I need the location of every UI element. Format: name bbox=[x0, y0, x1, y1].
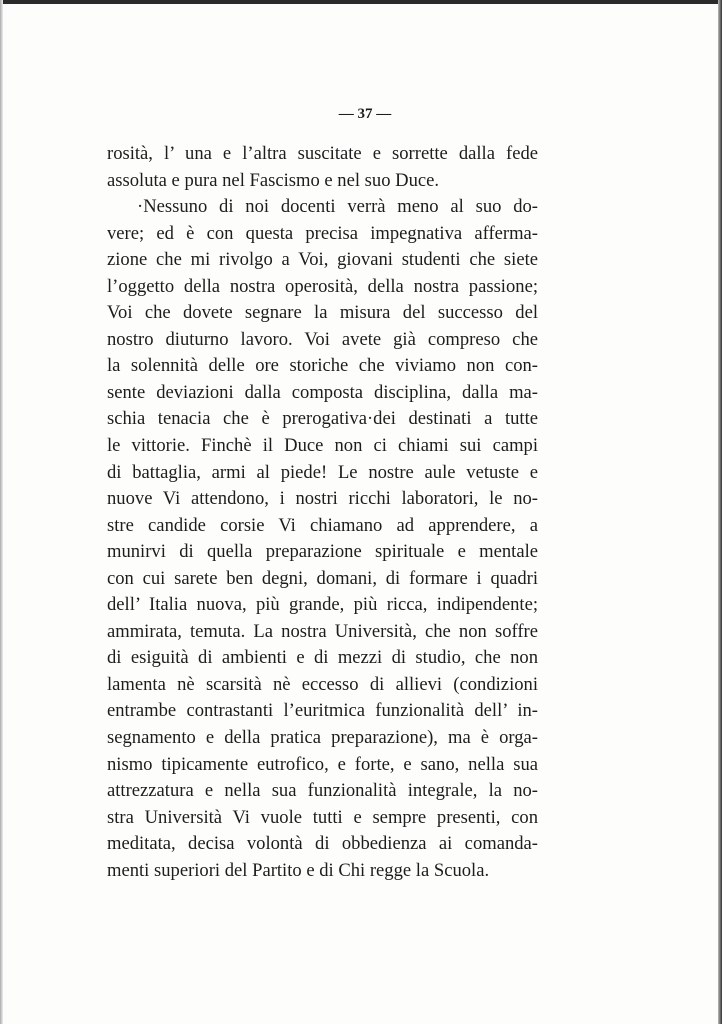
text-line: nostro diuturno lavoro. Voi avete già compreso che bbox=[107, 328, 538, 350]
text-line: la solennità delle ore storiche che viviamo non con- bbox=[107, 355, 538, 377]
text-line: dell’ Italia nuova, più grande, più ricca, indipendente; bbox=[107, 594, 538, 616]
page-number: — 37 — bbox=[338, 106, 392, 122]
text-line: sente deviazioni dalla composta disciplina, dalla ma- bbox=[107, 381, 538, 403]
text-line: ·Nessuno di noi docenti verrà meno al suo do- bbox=[137, 196, 538, 218]
scan-edge-left bbox=[0, 0, 3, 1024]
text-line: Voi che dovete segnare la misura del successo del bbox=[107, 302, 538, 324]
text-line: rosità, l’ una e l’altra suscitate e sorrette dalla fede bbox=[107, 143, 538, 164]
text-line: con cui sarete ben degni, domani, di formare i quadri bbox=[107, 567, 538, 589]
text-line: di esiguità di ambienti e di mezzi di studio, che non bbox=[107, 647, 538, 669]
text-line: attrezzatura e nella sua funzionalità integrale, la no- bbox=[107, 780, 538, 802]
text-line: vere; ed è con questa precisa impegnativa afferma- bbox=[107, 222, 538, 244]
text-line: nuove Vi attendono, i nostri ricchi laboratori, le no- bbox=[107, 488, 538, 510]
text-line: ammirata, temuta. La nostra Università, che non soffre bbox=[107, 620, 538, 642]
text-line: schia tenacia che è prerogativa·dei destinati a tutte bbox=[107, 408, 538, 430]
text-line: stre candide corsie Vi chiamano ad apprendere, a bbox=[107, 514, 538, 536]
text-line: lamenta nè scarsità nè eccesso di allievi (condizioni bbox=[107, 673, 538, 695]
text-line: assoluta e pura nel Fascismo e nel suo Duce. bbox=[107, 169, 440, 191]
text-line: di battaglia, armi al piede! Le nostre aule vetuste e bbox=[107, 461, 538, 483]
scan-edge-right bbox=[718, 0, 722, 1024]
text-line: nismo tipicamente eutrofico, e forte, e sano, nella sua bbox=[107, 753, 538, 775]
text-line: menti superiori del Partito e di Chi regge la Scuola. bbox=[107, 859, 490, 881]
text-line: munirvi di quella preparazione spirituale e mentale bbox=[107, 541, 538, 563]
scan-edge-top bbox=[0, 0, 722, 4]
text-line: l’oggetto della nostra operosità, della nostra passione; bbox=[107, 275, 538, 297]
text-line: le vittorie. Finchè il Duce non ci chiami sui campi bbox=[107, 435, 538, 457]
text-line: meditata, decisa volontà di obbedienza ai comanda- bbox=[107, 833, 538, 855]
text-line: zione che mi rivolgo a Voi, giovani studenti che siete bbox=[107, 249, 538, 271]
text-line: entrambe contrastanti l’euritmica funzionalità dell’ in- bbox=[107, 700, 538, 722]
body-text bbox=[107, 141, 538, 884]
text-line: stra Università Vi vuole tutti e sempre presenti, con bbox=[107, 806, 538, 828]
text-line: segnamento e della pratica preparazione), ma è orga- bbox=[107, 727, 538, 749]
